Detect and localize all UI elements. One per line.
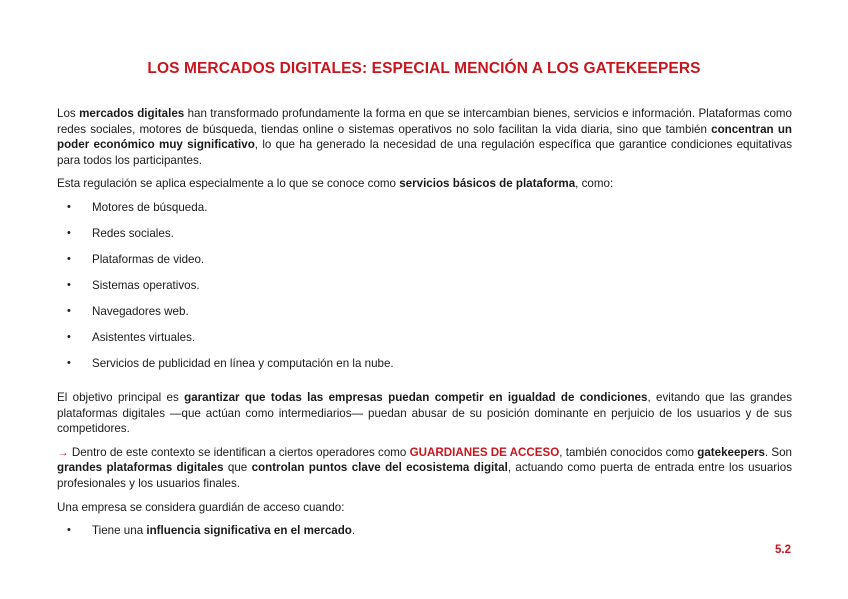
gatekeepers-paragraph: [57, 445, 792, 492]
text-run: . Son: [764, 445, 793, 459]
list-item-text: Redes sociales.: [92, 226, 174, 240]
list-item-text: Plataformas de video.: [92, 252, 205, 266]
bold-run: garantizar que todas las empresas puedan competir en igualdad de condiciones: [184, 390, 648, 404]
bold-run: influencia significativa en el mercado: [146, 524, 352, 538]
page-number: 5.2: [775, 544, 791, 556]
list-item: [57, 523, 792, 539]
list-item: [57, 278, 792, 304]
page-title: LOS MERCADOS DIGITALES: ESPECIAL MENCIÓN A LOS GATEKEEPERS: [147, 60, 701, 77]
text-run: , actuando como puerta de entrada entre los usuarios profesionales y los usuarios finales.: [57, 461, 792, 490]
bullet-icon: •: [67, 356, 71, 369]
bullet-icon: •: [67, 524, 71, 537]
bullet-icon: •: [67, 330, 71, 343]
criteria-list: [57, 523, 792, 539]
text-run: han transformado profundamente la forma en que se intercambian bienes, servicios e información. Plataformas como redes sociales, motores de búsqueda, tiendas online o sistemas operativos no solo facilitan la vida diaria, sino que también: [57, 107, 793, 136]
bullet-icon: •: [67, 278, 71, 291]
services-list: [57, 200, 792, 382]
highlight-run: GUARDIANES DE ACCESO: [409, 445, 560, 459]
bold-run: mercados digitales: [79, 107, 185, 120]
text-run: Dentro de este contexto se identifican a ciertos operadores como: [68, 445, 410, 459]
list-item: [57, 252, 792, 278]
text-run: Esta regulación se aplica especialmente a lo que se conoce como: [57, 177, 400, 191]
list-item: [57, 304, 792, 330]
arrow-icon: →: [57, 445, 69, 459]
text-run: Tiene una: [92, 524, 147, 538]
list-item-text: Sistemas operativos.: [92, 278, 200, 292]
text-run: .: [351, 524, 356, 538]
list-item: [57, 356, 792, 382]
list-item-text: Servicios de publicidad en línea y computación en la nube.: [92, 356, 394, 370]
text-run: , también conocidos como: [559, 445, 698, 459]
intro-paragraph: [57, 106, 792, 168]
text-run: , lo que ha generado la necesidad de una regulación específica que garantice condiciones equitativas para todos los participantes.: [57, 138, 792, 167]
bullet-icon: •: [67, 252, 71, 265]
text-run: El objetivo principal es: [57, 390, 185, 404]
bullet-icon: •: [67, 226, 71, 239]
bold-run: controlan puntos clave del ecosistema digital: [251, 461, 508, 475]
list-item-text: Motores de búsqueda.: [92, 200, 208, 214]
text-run: , como:: [575, 177, 614, 191]
text-run: Los: [57, 107, 80, 120]
list-item-text: Navegadores web.: [92, 304, 189, 318]
bullet-icon: •: [67, 200, 71, 213]
text-run: , evitando que las grandes plataformas digitales —que actúan como intermediarios— puedan abusar de su posición dominante en perjuicio de los usuarios y de sus competidores.: [57, 390, 792, 436]
bold-run: concentran un poder económico muy significativo: [57, 122, 792, 152]
scope-paragraph: [57, 176, 792, 192]
criteria-intro: Una empresa se considera guardián de acceso cuando:: [57, 500, 345, 514]
list-item: [57, 226, 792, 252]
list-item: [57, 330, 792, 356]
list-item-text: Asistentes virtuales.: [92, 330, 196, 344]
objective-paragraph: [57, 390, 792, 437]
list-item: [57, 200, 792, 226]
document-body: [57, 106, 792, 539]
text-run: que: [223, 461, 252, 475]
bold-run: grandes plataformas digitales: [57, 461, 224, 475]
bullet-icon: •: [67, 304, 71, 317]
bold-run: gatekeepers: [697, 445, 765, 459]
bold-run: servicios básicos de plataforma: [399, 177, 576, 191]
